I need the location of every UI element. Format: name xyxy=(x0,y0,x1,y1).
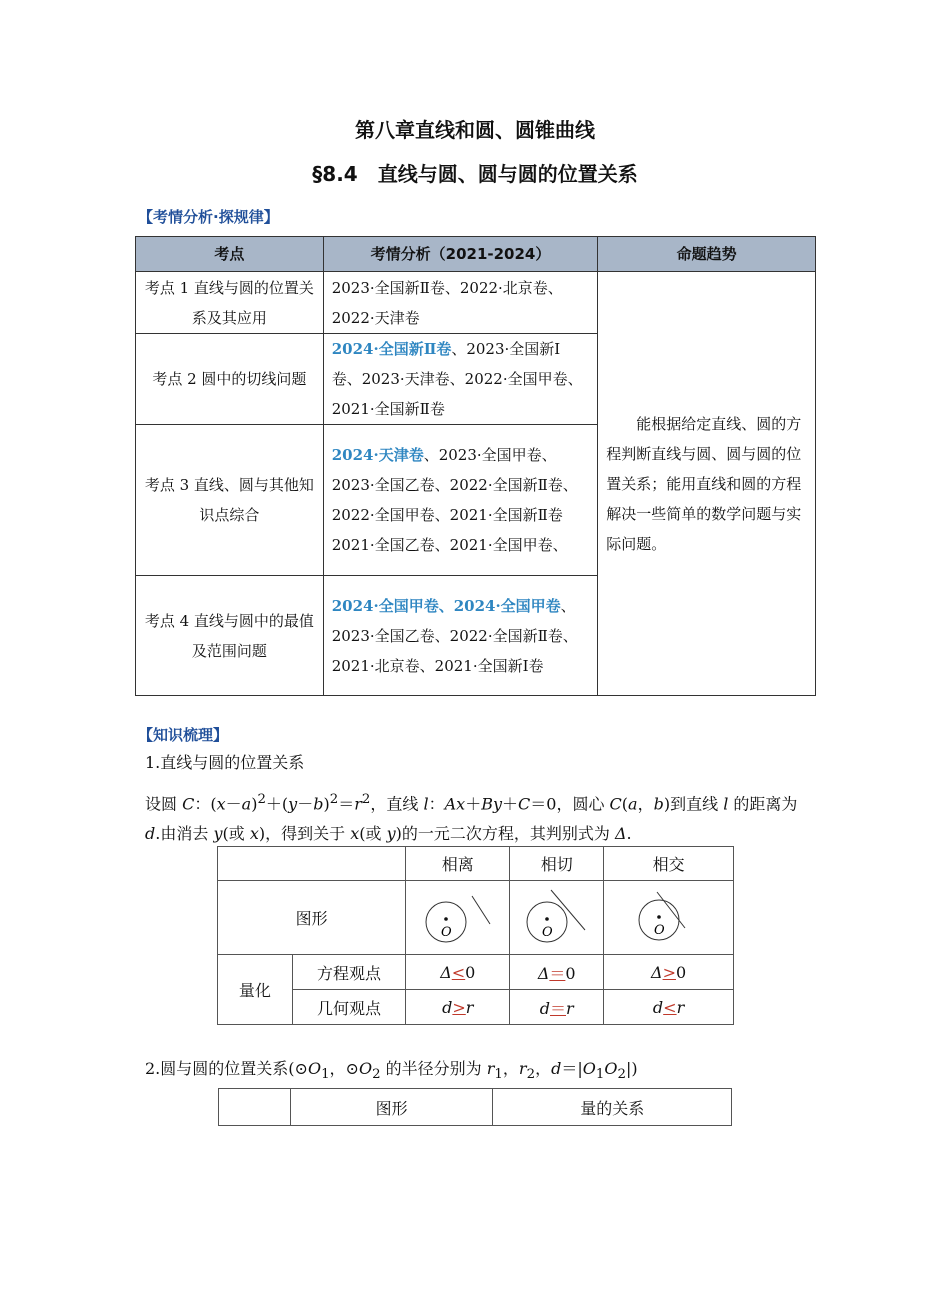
analysis-cell xyxy=(323,576,598,696)
point-cell: 考点 3 直线、圆与其他知识点综合 xyxy=(136,425,324,576)
eq-intersect: Δ>0 xyxy=(604,955,734,990)
table-row xyxy=(219,1089,732,1126)
intersect-figure xyxy=(629,884,709,948)
quantify-label: 量化 xyxy=(218,955,293,1025)
figure-intersect xyxy=(604,881,734,955)
analysis-cell xyxy=(323,272,598,334)
tangent-figure xyxy=(517,884,597,948)
highlight-text: 2024·全国新Ⅱ卷 xyxy=(331,340,452,358)
point-cell: 考点 2 圆中的切线问题 xyxy=(136,334,324,425)
table-row xyxy=(218,955,734,990)
analysis-text: 、2023·全国甲卷、2023·全国乙卷、2022·全国新Ⅱ卷、2022·全国甲卷、2021·全国新Ⅱ卷 2021·全国乙卷、2021·全国甲卷、 xyxy=(331,446,578,554)
col-separate: 相离 xyxy=(406,847,510,881)
item1-description: 设圆 C：$(x-a)^2+(y-b)^2=r^2$，直线 l：Ax＋By＋C＝0，圆心 C(a，b)到直线 l 的距离为 d.由消去 y(或 x)，得到关于 x(或 y)的一元二次方程，其判别式为 Δ. xyxy=(145,792,798,844)
col-header-analysis: 考情分析（2021-2024） xyxy=(323,237,598,272)
analysis-heading: 【考情分析·探规律】 xyxy=(138,208,279,226)
table-row xyxy=(136,272,816,334)
analysis-cell xyxy=(323,334,598,425)
circle-circle-table xyxy=(218,1088,732,1126)
analysis-cell xyxy=(323,425,598,576)
geo-tangent: d＝r xyxy=(510,990,604,1025)
col-header-trend: 命题趋势 xyxy=(598,237,816,272)
eq-separate: Δ<0 xyxy=(406,955,510,990)
trend-cell: 能根据给定直线、圆的方程判断直线与圆、圆与圆的位置关系；能用直线和圆的方程解决一些简单的数学问题与实际问题。 xyxy=(598,272,816,696)
geo-separate: d>r xyxy=(406,990,510,1025)
eq-tangent: Δ＝0 xyxy=(510,955,604,990)
svg-text:O: O xyxy=(541,924,553,940)
item1-title: 1.直线与圆的位置关系 xyxy=(145,753,305,772)
point-cell: 考点 4 直线与圆中的最值及范围问题 xyxy=(136,576,324,696)
col-intersect: 相交 xyxy=(604,847,734,881)
geo-intersect: d<r xyxy=(604,990,734,1025)
separate-figure xyxy=(418,884,498,948)
col-tangent: 相切 xyxy=(510,847,604,881)
section-title: §8.4 直线与圆、圆与圆的位置关系 xyxy=(312,162,638,186)
table-row xyxy=(218,990,734,1025)
figure-tangent xyxy=(510,881,604,955)
analysis-text: 、2023·全国新Ⅰ卷、2023·天津卷、2022·全国甲卷、2021·全国新Ⅱ卷 xyxy=(331,340,583,418)
chapter-title: 第八章直线和圆、圆锥曲线 xyxy=(355,118,595,142)
analysis-table xyxy=(135,236,816,696)
figure-label: 图形 xyxy=(218,881,406,955)
col-figure: 图形 xyxy=(290,1089,493,1126)
analysis-header-row xyxy=(136,237,816,272)
highlight-text: 2024·天津卷 xyxy=(331,446,424,464)
figure-separate xyxy=(406,881,510,955)
analysis-text: 、2023·全国乙卷、2022·全国新Ⅱ卷、2021·北京卷、2021·全国新Ⅰ卷 xyxy=(331,596,578,675)
col-quantity: 量的关系 xyxy=(493,1089,732,1126)
analysis-text: 2023·全国新Ⅱ卷、2022·北京卷、2022·天津卷 xyxy=(331,278,563,327)
svg-text:O: O xyxy=(653,922,665,938)
item2-title: 2.圆与圆的位置关系($⊙O_1$，$⊙O_2$ 的半径分别为 $r_1$，$r_2$，$d=|O_1O_2|$) xyxy=(145,1059,638,1083)
row-geometry-label: 几何观点 xyxy=(292,990,406,1025)
knowledge-heading: 【知识梳理】 xyxy=(138,726,229,744)
table-row xyxy=(218,847,734,881)
point-cell: 考点 1 直线与圆的位置关系及其应用 xyxy=(136,272,324,334)
line-circle-table xyxy=(217,846,734,1025)
table-row xyxy=(218,881,734,955)
highlight-text: 2024·全国甲卷、2024·全国甲卷 xyxy=(331,596,561,615)
row-equation-label: 方程观点 xyxy=(292,955,406,990)
svg-text:O: O xyxy=(440,924,452,940)
col-header-point: 考点 xyxy=(136,237,324,272)
